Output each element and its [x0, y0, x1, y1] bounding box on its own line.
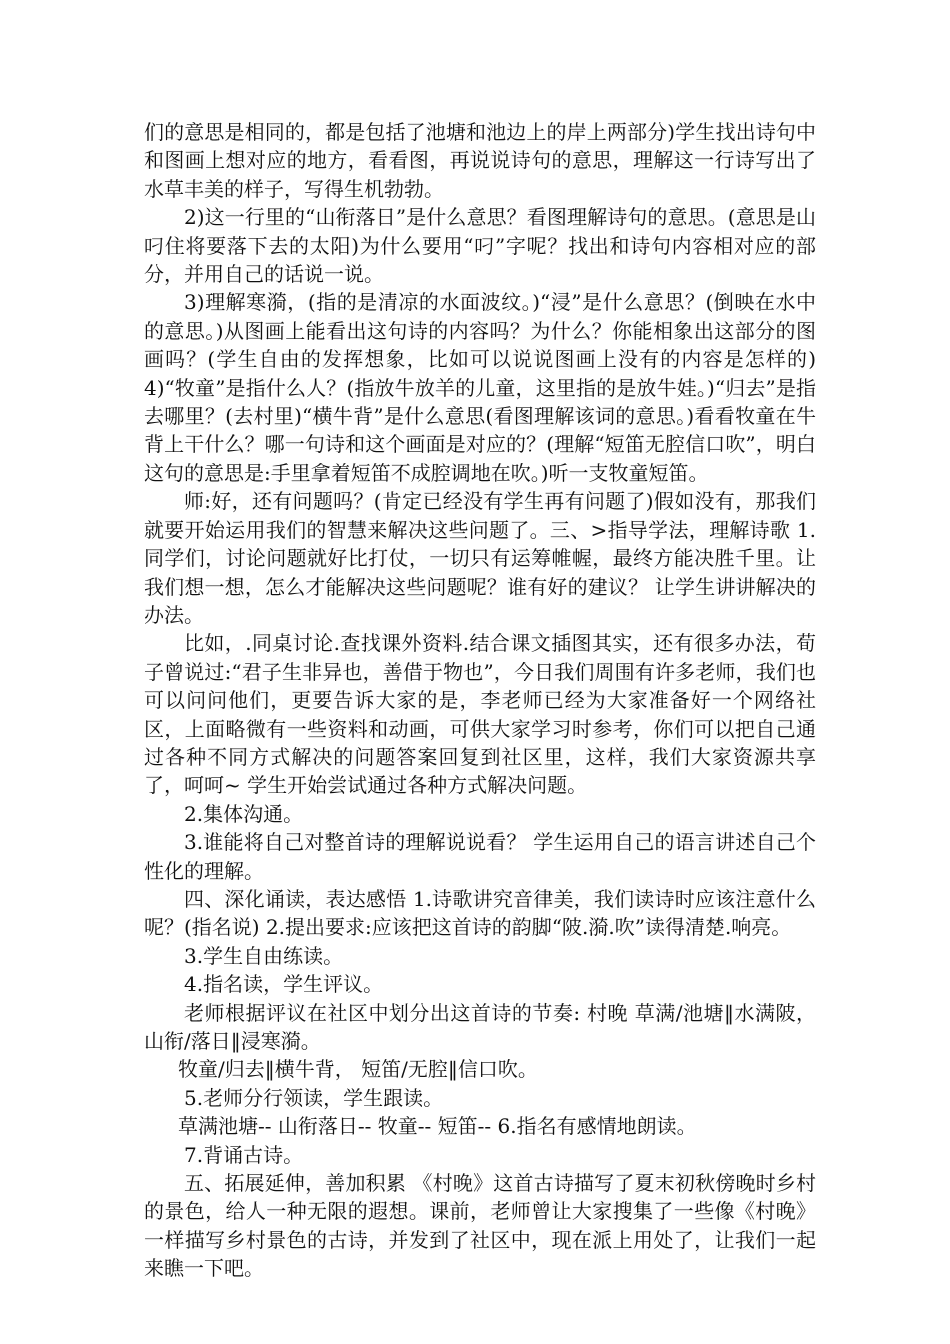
document-body [144, 118, 816, 1283]
paragraph: 们的意思是相同的，都是包括了池塘和池边上的岸上两部分)学生找出诗句中和图画上想对应的地方，看看图，再说说诗句的意思，理解这一行诗写出了水草丰美的样子，写得生机勃勃。 [144, 120, 816, 201]
paragraph: 4.指名读，学生评议。 [184, 972, 384, 997]
paragraph: 五、拓展延伸，善加积累 《村晚》这首古诗描写了夏末初秋傍晚时乡村的景色，给人一种无限的遐想。课前，老师曾让大家搜集了一些像《村晚》一样描写乡村景色的古诗，并发到了社区中，现在派上用处了，让我们一起来瞧一下吧。 [144, 1171, 816, 1281]
paragraph: 5.老师分行领读，学生跟读。 [184, 1085, 444, 1110]
paragraph: 草满池塘-- 山衔落日-- 牧童-- 短笛-- 6.指名有感情地朗读。 [178, 1114, 697, 1139]
paragraph: 2)这一行里的“山衔落日”是什么意思？看图理解诗句的意思。(意思是山叼住将要落下去的太阳)为什么要用“叼”字呢？找出和诗句内容相对应的部分，并用自己的话说一说。 [144, 205, 816, 287]
paragraph: 比如，.同桌讨论.查找课外资料.结合课文插图其实，还有很多办法，荀子曾说过:“君子生非异也，善借于物也”，今日我们周围有许多老师，我们也可以问问他们，更要告诉大家的是，李老师已经为大家准备好一个网络社区，上面略微有一些资料和动画，可供大家学习时参考，你们可以把自己通过各种不同方式解决的问题答案回复到社区里，这样，我们大家资源共享了，呵呵~ 学生开始尝试通过各种方式解决问题。 [144, 631, 816, 798]
paragraph: 7.背诵古诗。 [184, 1142, 304, 1167]
paragraph: 师:好，还有问题吗？(肯定已经没有学生再有问题了)假如没有，那我们就要开始运用我们的智慧来解决这些问题了。三、>指导学法，理解诗歌 1.同学们，讨论问题就好比打仗，一切只有运筹帷幄，最终方能决胜千里。让我们想一想，怎么才能解决这些问题呢？谁有好的建议？ 让学生讲讲解决的办法。 [144, 489, 816, 627]
paragraph: 牧童/归去‖横牛背， 短笛/无腔‖信口吹。 [178, 1057, 538, 1082]
paragraph: 3.谁能将自己对整首诗的理解说说看？ 学生运用自己的语言讲述自己个性化的理解。 [144, 830, 816, 883]
paragraph: 3)理解寒漪，(指的是清凉的水面波纹。)“浸”是什么意思？(倒映在水中的意思。)从图画上能看出这句诗的内容吗？为什么？你能相象出这部分的图画吗？(学生自由的发挥想象，比如可以说说图画上没有的内容是怎样的) 4)“牧童”是指什么人？(指放牛放羊的儿童，这里指的是放牛娃。)“归去”是指去哪里？(去村里)“横牛背”是什么意思(看图理解该词的意思。)看看牧童在牛背上干什么？哪一句诗和这个画面是对应的？(理解“短笛无腔信口吹”，明白这句的意思是:手里拿着短笛不成腔调地在吹。)听一支牧童短笛。 [144, 290, 816, 485]
paragraph: 四、深化诵读，表达感悟 1.诗歌讲究音律美，我们读诗时应该注意什么呢？(指名说) 2.提出要求:应该把这首诗的韵脚“陂.漪.吹”读得清楚.响亮。 [144, 886, 816, 940]
paragraph: 2.集体沟通。 [184, 801, 304, 826]
paragraph: 老师根据评议在社区中划分出这首诗的节奏: 村晚 草满/池塘‖水满陂， 山衔/落日‖浸寒漪。 [144, 1000, 816, 1053]
paragraph: 3.学生自由练读。 [184, 943, 344, 968]
